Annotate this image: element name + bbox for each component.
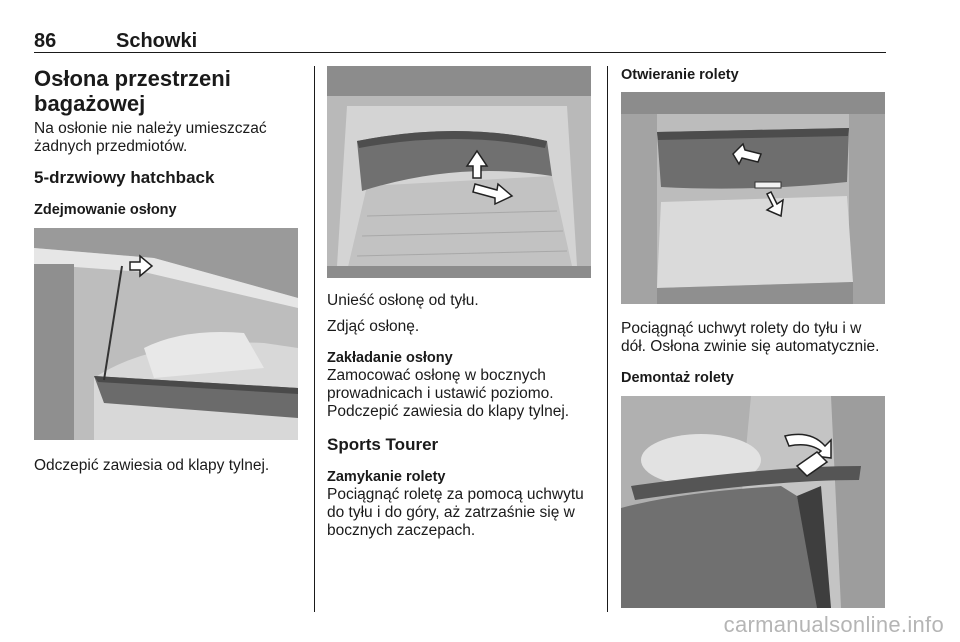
- page-header: [34, 30, 886, 53]
- column-left: [34, 66, 304, 219]
- body-text: do tyłu i do góry, aż zatrzaśnie się w: [327, 504, 575, 521]
- body-text: Zamocować osłonę w bocznych: [327, 367, 546, 384]
- body-text: Podczepić zawiesia do klapy tylnej.: [327, 403, 570, 420]
- section-title: Osłona przestrzeni: [34, 66, 231, 91]
- figure-caption: Odczepić zawiesia od klapy tylnej.: [34, 457, 270, 474]
- body-text: bocznych zaczepach.: [327, 522, 476, 539]
- illustration-tailgate-strap: [34, 228, 298, 440]
- body-text: dół. Osłona zwinie się automatycznie.: [621, 338, 880, 355]
- page-number: 86: [34, 30, 57, 52]
- body-text: prowadnicach i ustawić poziomo.: [327, 385, 554, 402]
- procedure-heading: Otwieranie rolety: [621, 67, 739, 83]
- procedure-heading: Zamykanie rolety: [327, 469, 446, 485]
- column-right: [621, 66, 887, 84]
- illustration-remove-blind: [621, 396, 885, 608]
- column-divider: [314, 66, 315, 612]
- column-divider: [607, 66, 608, 612]
- procedure-heading: Zdejmowanie osłony: [34, 202, 177, 218]
- intro-text: żadnych przedmiotów.: [34, 138, 188, 155]
- procedure-heading: Demontaż rolety: [621, 370, 734, 386]
- illustration-lift-cover: [327, 66, 591, 278]
- procedure-heading: Zakładanie osłony: [327, 350, 453, 366]
- body-text: Pociągnąć uchwyt rolety do tyłu i w: [621, 320, 862, 337]
- chapter-title: Schowki: [116, 30, 198, 52]
- illustration-open-blind: [621, 92, 885, 304]
- watermark: carmanualsonline.info: [723, 612, 944, 637]
- intro-text: Na osłonie nie należy umieszczać: [34, 120, 267, 137]
- step-text: Zdjąć osłonę.: [327, 318, 420, 335]
- column-right-lower: [621, 320, 891, 387]
- body-text: Pociągnąć roletę za pomocą uchwytu: [327, 486, 584, 503]
- subsection-heading: Sports Tourer: [327, 435, 439, 454]
- step-text: Unieść osłonę od tyłu.: [327, 292, 479, 309]
- subsection-heading: 5-drzwiowy hatchback: [34, 168, 215, 187]
- section-title: bagażowej: [34, 91, 146, 116]
- column-middle: [327, 292, 599, 540]
